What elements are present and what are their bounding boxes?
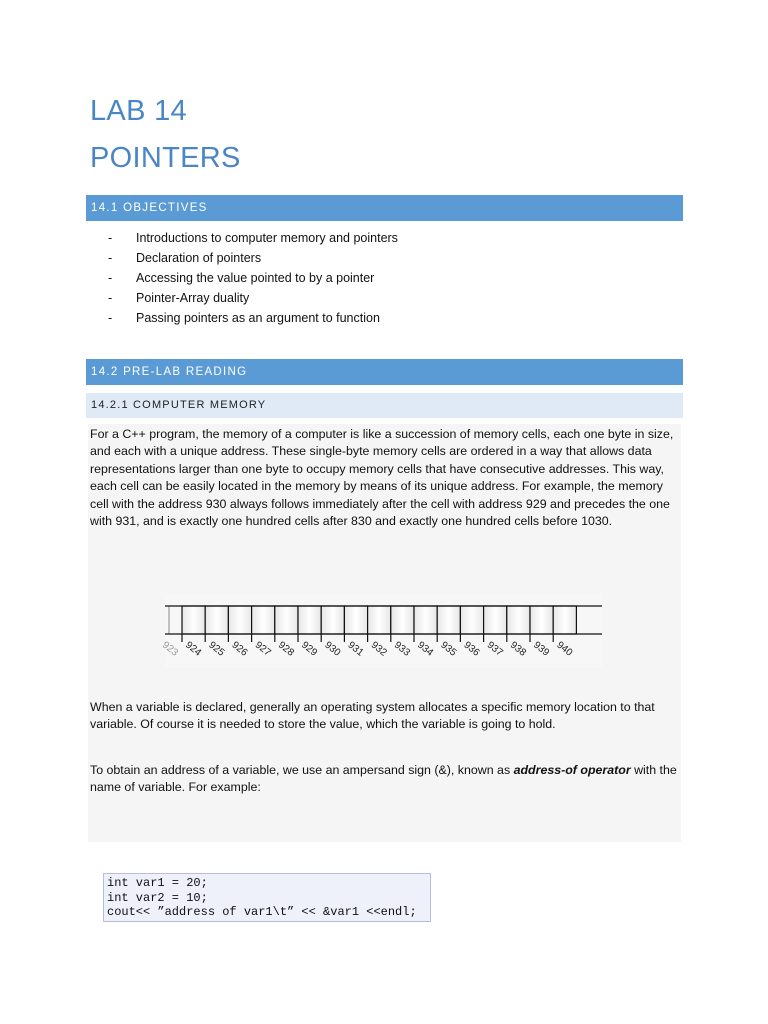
address-of-text-before: To obtain an address of a variable, we use an ampersand sign (&), known as [90, 763, 514, 777]
memory-address-label: 935 [438, 639, 459, 659]
objectives-list [108, 228, 398, 328]
memory-address-label: 933 [391, 639, 412, 659]
memory-cell [507, 606, 530, 634]
memory-address-label: 925 [206, 639, 227, 659]
objective-text: Introductions to computer memory and pointers [136, 231, 398, 245]
code-line: int var2 = 10; [107, 890, 208, 905]
memory-paragraph: For a C++ program, the memory of a computer is like a succession of memory cells, each one byte in size, and each with a unique address. These single-byte memory cells are ordered in a way that allows data representations larger than one byte to occupy memory cells that have consecutive addresses. This way, each cell can be easily located in the memory by means of its unique address. For example, the memory cell with the address 930 always follows immediately after the cell with address 929 and precedes the one with 931, and is exactly one hundred cells after 830 and exactly one hundred cells before 1030. [90, 427, 674, 529]
objective-text: Passing pointers as an argument to function [136, 311, 380, 325]
memory-address-label: 938 [507, 639, 528, 659]
memory-cell [414, 606, 437, 634]
objective-text: Pointer-Array duality [136, 291, 250, 305]
memory-cell [368, 606, 391, 634]
memory-address-label: 932 [368, 639, 389, 659]
lab-number-title: LAB 14 [90, 95, 187, 127]
memory-cell [391, 606, 414, 634]
list-item: - Passing pointers as an argument to function [108, 308, 398, 328]
objectives-section-heading: 14.1 OBJECTIVES [86, 195, 683, 221]
memory-address-label: 929 [299, 639, 320, 659]
memory-address-label: 936 [461, 639, 482, 659]
code-line: int var1 = 20; [107, 876, 208, 890]
lab-topic-title: POINTERS [90, 142, 241, 174]
prelab-section-heading: 14.2 PRE-LAB READING [86, 359, 683, 385]
memory-cell [553, 606, 576, 634]
code-example [103, 873, 431, 922]
list-item: - Introductions to computer memory and pointers [108, 228, 398, 248]
memory-cell [298, 606, 321, 634]
memory-address-label: 940 [554, 639, 575, 659]
code-line: cout<< ”address of var1\t” << &var1 <<endl; [107, 905, 417, 919]
address-of-operator-term: address-of operator [513, 763, 631, 777]
memory-cell [344, 606, 367, 634]
memory-cells-figure [159, 594, 602, 668]
memory-address-label: 927 [252, 639, 273, 659]
memory-cell [228, 606, 251, 634]
memory-cell [530, 606, 553, 634]
memory-cell [321, 606, 344, 634]
memory-cell [484, 606, 507, 634]
memory-cell [205, 606, 228, 634]
memory-address-label: 923 [159, 639, 180, 659]
memory-cell [460, 606, 483, 634]
address-of-paragraph [90, 762, 680, 797]
list-item: - Declaration of pointers [108, 248, 398, 268]
memory-address-label: 928 [275, 639, 296, 659]
list-item: - Accessing the value pointed to by a pointer [108, 268, 398, 288]
address-of-text-after: with the name of variable. For example: [90, 763, 677, 795]
list-item: - Pointer-Array duality [108, 288, 398, 308]
variable-declaration-paragraph: When a variable is declared, generally an operating system allocates a specific memory location to that variable. Of course it is needed to store the value, which the variable is going to hold. [90, 700, 655, 732]
objective-text: Accessing the value pointed to by a pointer [136, 271, 375, 285]
memory-cell [252, 606, 275, 634]
memory-address-label: 937 [484, 639, 505, 659]
objective-text: Declaration of pointers [136, 251, 262, 265]
memory-address-label: 930 [322, 639, 343, 659]
memory-cell [437, 606, 460, 634]
memory-address-label: 926 [229, 639, 250, 659]
memory-cell [275, 606, 298, 634]
memory-address-label: 924 [183, 639, 204, 659]
memory-address-label: 931 [345, 639, 366, 659]
memory-address-label: 939 [531, 639, 552, 659]
memory-address-label: 934 [415, 639, 436, 659]
computer-memory-subheading: 14.2.1 COMPUTER MEMORY [86, 393, 683, 418]
memory-cell [182, 606, 205, 634]
